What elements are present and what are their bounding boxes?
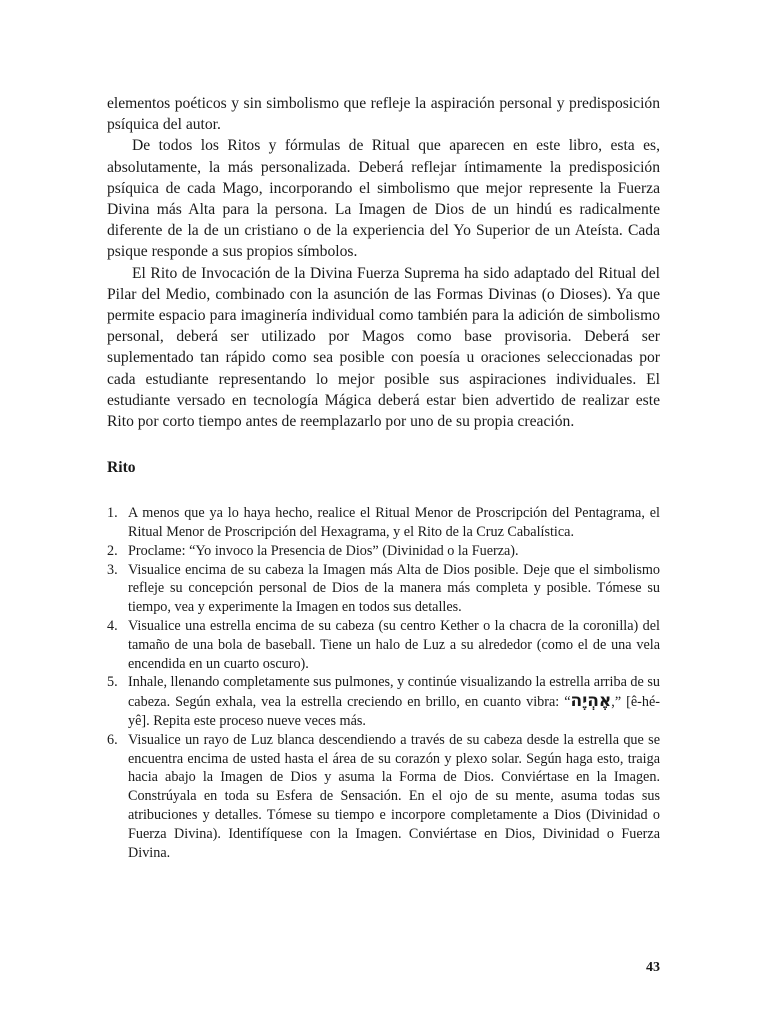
step-text-after: ,” [ê-hé-yê]. Repita este proceso nueve veces más. bbox=[128, 694, 660, 730]
list-item-step-3 bbox=[107, 561, 660, 617]
step-text: Proclame: “Yo invoco la Presencia de Dios” (Divinidad o la Fuerza). bbox=[128, 542, 519, 559]
step-number: 4. bbox=[107, 618, 118, 635]
list-item-step-1 bbox=[107, 504, 660, 542]
step-number: 6. bbox=[107, 731, 118, 748]
paragraph-3: El Rito de Invocación de la Divina Fuerza Suprema ha sido adaptado del Ritual del Pilar del Medio, combinado con la asunción de las Formas Divinas (o Dioses). Ya que permite espacio para imaginería individual como también para la adición de simbolismo personal, deberá ser utilizado por Magos como base provisoria. Deberá ser suplementado tan rápido como sea posible con poesía u oraciones seleccionadas por cada estudiante representando lo mejor posible sus aspiraciones individuales. El estudiante versado en tecnología Mágica deberá estar bien advertido de realizar este Rito por corto tiempo antes de reemplazarlo por uno de su propia creación. bbox=[107, 264, 660, 431]
list-item-step-2 bbox=[107, 542, 660, 561]
rite-steps-list bbox=[107, 504, 660, 862]
step-text: Visualice encima de su cabeza la Imagen más Alta de Dios posible. Deje que el simbolismo refleje su concepción personal de Dios de la manera más completa y posible. Tómese su tiempo, vea y experimente la Imagen en todos sus detalles. bbox=[128, 561, 660, 616]
step-number: 3. bbox=[107, 561, 118, 578]
step-text: A menos que ya lo haya hecho, realice el Ritual Menor de Proscripción del Pentagrama, el Ritual Menor de Proscripción del Hexagrama, y el Rito de la Cruz Cabalística. bbox=[128, 505, 660, 541]
step-number: 2. bbox=[107, 542, 118, 559]
paragraph-2: De todos los Ritos y fórmulas de Ritual que aparecen en este libro, esta es, absolutamente, la más personalizada. Deberá reflejar íntimamente la predisposición psíquica de cada Mago, incorporando el simbolismo que mejor represente la Fuerza Divina más Alta para la persona. La Imagen de Dios de un hindú es radicalmente diferente de la de un cristiano o de la experiencia del Yo Superior de un Ateísta. Cada psique responde a sus propios símbolos. bbox=[107, 137, 660, 261]
step-number: 1. bbox=[107, 505, 118, 522]
step-text-before: Inhale, llenando completamente sus pulmones, y continúe visualizando la estrella arriba de su cabeza. Según exhala, vea la estrella creciendo en brillo, en cuanto vibra: “ bbox=[128, 674, 660, 711]
step-number: 5. bbox=[107, 674, 118, 691]
list-item-step-5 bbox=[107, 673, 660, 730]
step-text: Visualice un rayo de Luz blanca descendiendo a través de su cabeza desde la estrella que se encuentra encima de usted hasta el área de su corazón y plexo solar. Según haga esto, traiga hacia abajo la Imagen de Dios y asuma la Forma de Dios. Conviértase en la Imagen. Constrúyala en toda su Esfera de Sensación. En el ojo de su mente, asuma todas sus atribuciones y detalles. Tómese su tiempo e incorpore completamente a Dios (Divinidad o Fuerza Divina). Identifíquese con la Imagen. Conviértase en Dios, Divinidad o Fuerza Divina. bbox=[128, 731, 660, 861]
paragraph-1: elementos poéticos y sin simbolismo que refleje la aspiración personal y predisposición psíquica del autor. bbox=[107, 95, 660, 134]
step-text: Visualice una estrella encima de su cabeza (su centro Kether o la chacra de la coronilla) del tamaño de una bola de baseball. Tiene un halo de Luz a su alrededor (como el de una vela encendida en un cuarto oscuro). bbox=[128, 618, 660, 672]
list-item-step-6 bbox=[107, 731, 660, 863]
page-number: 43 bbox=[646, 960, 660, 975]
hebrew-divine-name: אֶהְיֶה bbox=[570, 691, 612, 712]
page-body bbox=[107, 93, 660, 862]
section-title-rito: Rito bbox=[107, 459, 136, 477]
list-item-step-4 bbox=[107, 617, 660, 673]
